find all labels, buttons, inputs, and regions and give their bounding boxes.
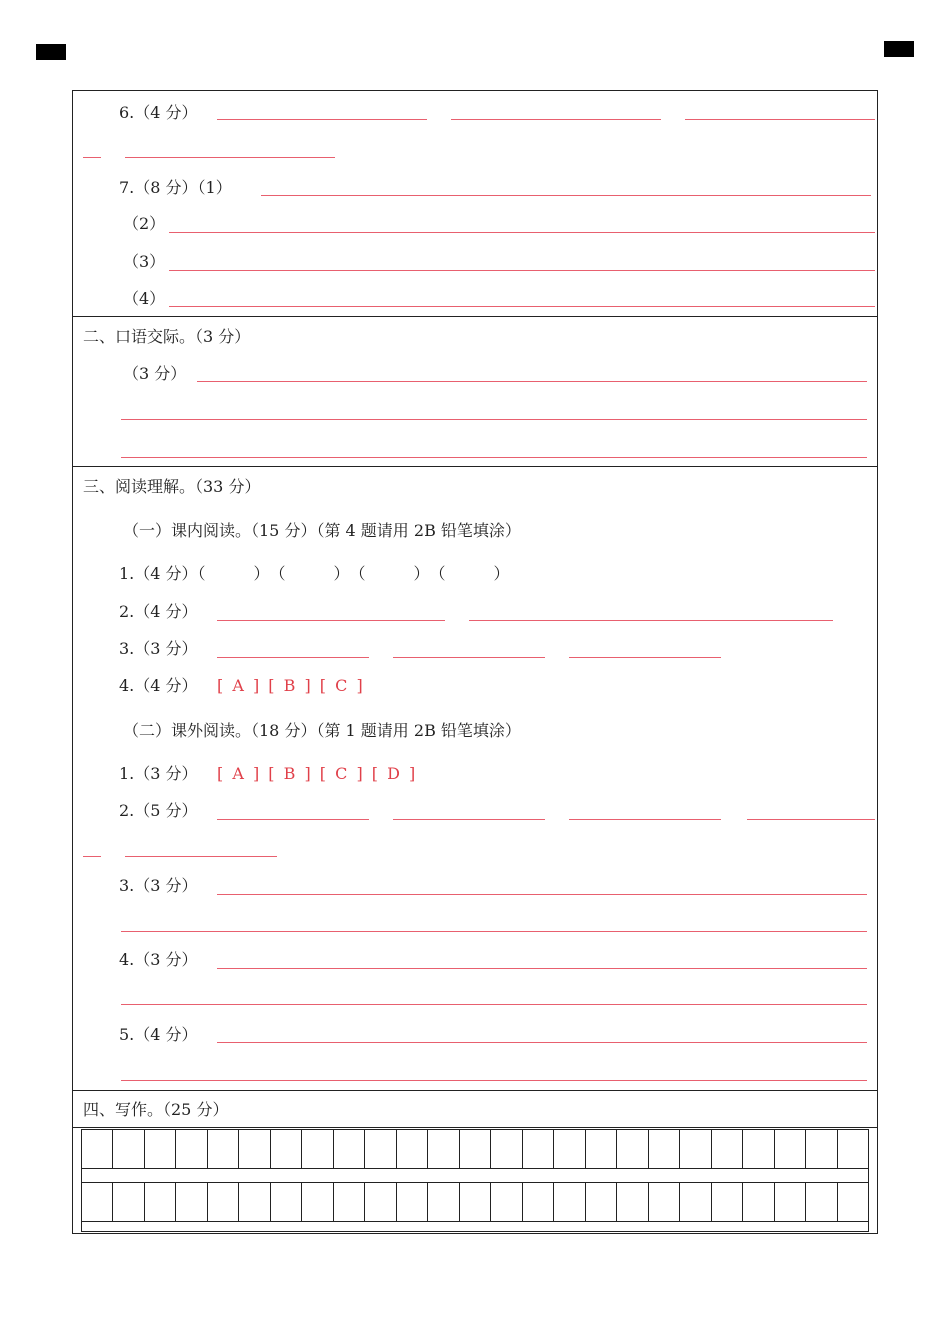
answer-line[interactable] (451, 119, 661, 120)
answer-line[interactable] (121, 457, 867, 458)
composition-grid[interactable] (81, 1129, 869, 1232)
r2-q5-label: 5.（4 分） (119, 1025, 198, 1044)
r1-q4-options[interactable]: [ A ] [ B ] [ C ] (217, 676, 365, 695)
q7-sub2-label: （2） (123, 214, 166, 233)
q6-label: 6.（4 分） (119, 103, 198, 122)
r1-q3-label: 3.（3 分） (119, 639, 198, 658)
oral-title: 二、口语交际。（3 分） (83, 327, 251, 346)
registration-mark-right (884, 41, 914, 57)
answer-line[interactable] (125, 856, 277, 857)
r1-q1-label: 1.（4 分）（ ） （ ） （ ） （ ） (119, 564, 510, 583)
r2-q3-label: 3.（3 分） (119, 876, 198, 895)
q7-sub3-label: （3） (123, 252, 166, 271)
answer-line[interactable] (197, 381, 867, 382)
answer-line[interactable] (83, 856, 101, 857)
q7-sub4-label: （4） (123, 289, 166, 308)
r1-q2-label: 2.（4 分） (119, 602, 198, 621)
answer-line[interactable] (261, 195, 871, 196)
writing-title: 四、写作。（25 分） (83, 1100, 229, 1119)
grid-gap (82, 1168, 868, 1183)
answer-line[interactable] (121, 419, 867, 420)
answer-line[interactable] (169, 270, 875, 271)
answer-line[interactable] (469, 620, 833, 621)
r2-q2-label: 2.（5 分） (119, 801, 198, 820)
grid-row[interactable] (82, 1183, 868, 1222)
answer-line[interactable] (121, 1004, 867, 1005)
answer-line[interactable] (169, 232, 875, 233)
answer-line[interactable] (217, 119, 427, 120)
answer-line[interactable] (217, 968, 867, 969)
registration-mark-left (36, 44, 66, 60)
answer-line[interactable] (569, 657, 721, 658)
answer-line[interactable] (685, 119, 875, 120)
answer-line[interactable] (217, 1042, 867, 1043)
answer-line[interactable] (125, 157, 335, 158)
inclass-title: （一）课内阅读。（15 分）（第 4 题请用 2B 铅笔填涂） (123, 521, 521, 540)
answer-line[interactable] (83, 157, 101, 158)
answer-line[interactable] (169, 306, 875, 307)
answer-line[interactable] (217, 819, 369, 820)
r1-q4-label: 4.（4 分） (119, 676, 198, 695)
answer-line[interactable] (393, 657, 545, 658)
answer-line[interactable] (569, 819, 721, 820)
grid-row[interactable] (82, 1130, 868, 1169)
oral-label: （3 分） (123, 364, 187, 383)
r2-q1-options[interactable]: [ A ] [ B ] [ C ] [ D ] (217, 764, 418, 783)
section-basics (73, 91, 877, 317)
r2-q1-label: 1.（3 分） (119, 764, 198, 783)
answer-sheet-frame (72, 90, 878, 1234)
q7-label: 7.（8 分）（1） (119, 178, 232, 197)
outclass-title: （二）课外阅读。（18 分）（第 1 题请用 2B 铅笔填涂） (123, 721, 521, 740)
answer-line[interactable] (217, 894, 867, 895)
answer-line[interactable] (121, 931, 867, 932)
reading-title: 三、阅读理解。（33 分） (83, 477, 261, 496)
answer-line[interactable] (217, 657, 369, 658)
answer-line[interactable] (121, 1080, 867, 1081)
answer-line[interactable] (747, 819, 875, 820)
answer-line[interactable] (393, 819, 545, 820)
r2-q4-label: 4.（3 分） (119, 950, 198, 969)
writing-title-divider (73, 1090, 877, 1128)
answer-line[interactable] (217, 620, 445, 621)
